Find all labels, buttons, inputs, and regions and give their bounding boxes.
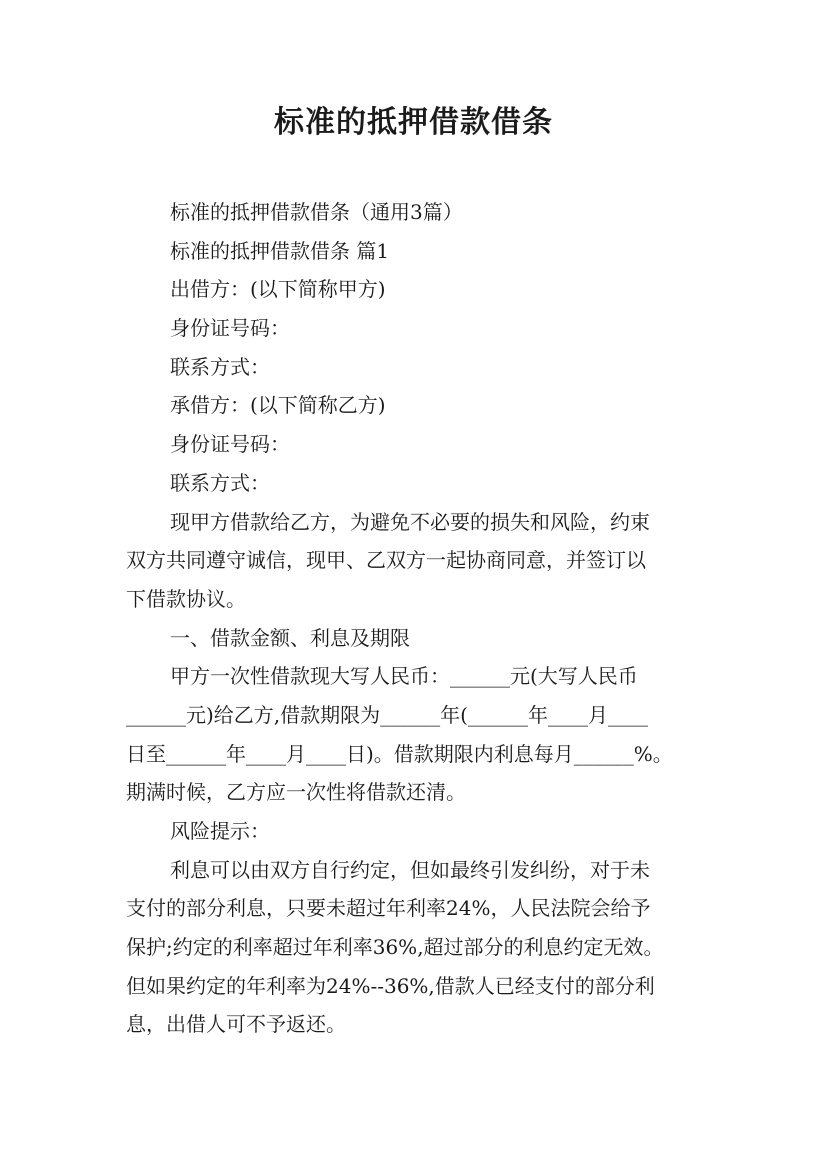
clause-heading: 一、借款金额、利息及期限 (170, 625, 410, 650)
borrower-contact-label: 联系方式： (170, 470, 270, 495)
lender-label: 出借方：(以下简称甲方) (170, 277, 386, 302)
section-heading: 标准的抵押借款借条 篇1 (170, 238, 390, 263)
subtitle-line: 标准的抵押借款借条（通用3篇） (170, 200, 463, 224)
paragraph-line: 日至______年____月____日)。借款期限内利息每月______%。 (126, 741, 673, 766)
paragraph-line: 保护;约定的利率超过年利率36%,超过部分的利息约定无效。 (126, 935, 664, 960)
borrower-label: 承借方：(以下简称乙方) (170, 393, 386, 418)
lender-id-label: 身份证号码： (170, 316, 290, 341)
document-title: 标准的抵押借款借条 (274, 105, 553, 140)
paragraph-line: 支付的部分利息，只要未超过年利率24%，人民法院会给予 (126, 896, 651, 921)
paragraph-line: 期满时候，乙方应一次性将借款还清。 (126, 780, 466, 805)
paragraph-line: 利息可以由双方自行约定，但如最终引发纠纷，对于未 (170, 857, 650, 882)
paragraph-line: ______元)给乙方,借款期限为______年(______年____月____ (126, 702, 648, 727)
paragraph-line: 息，出借人可不予返还。 (126, 1012, 346, 1037)
borrower-id-label: 身份证号码： (170, 432, 290, 457)
paragraph-line: 双方共同遵守诚信，现甲、乙双方一起协商同意，并签订以 (126, 548, 646, 573)
paragraph-line: 现甲方借款给乙方，为避免不必要的损失和风险，约束 (170, 509, 650, 534)
lender-contact-label: 联系方式： (170, 354, 270, 379)
paragraph-line: 下借款协议。 (126, 586, 246, 611)
document-body (126, 193, 726, 1044)
risk-heading: 风险提示： (170, 819, 270, 843)
paragraph-line: 甲方一次性借款现大写人民币：______元(大写人民币 (170, 664, 638, 689)
paragraph-line: 但如果约定的年利率为24%--36%,借款人已经支付的部分利 (126, 973, 655, 998)
